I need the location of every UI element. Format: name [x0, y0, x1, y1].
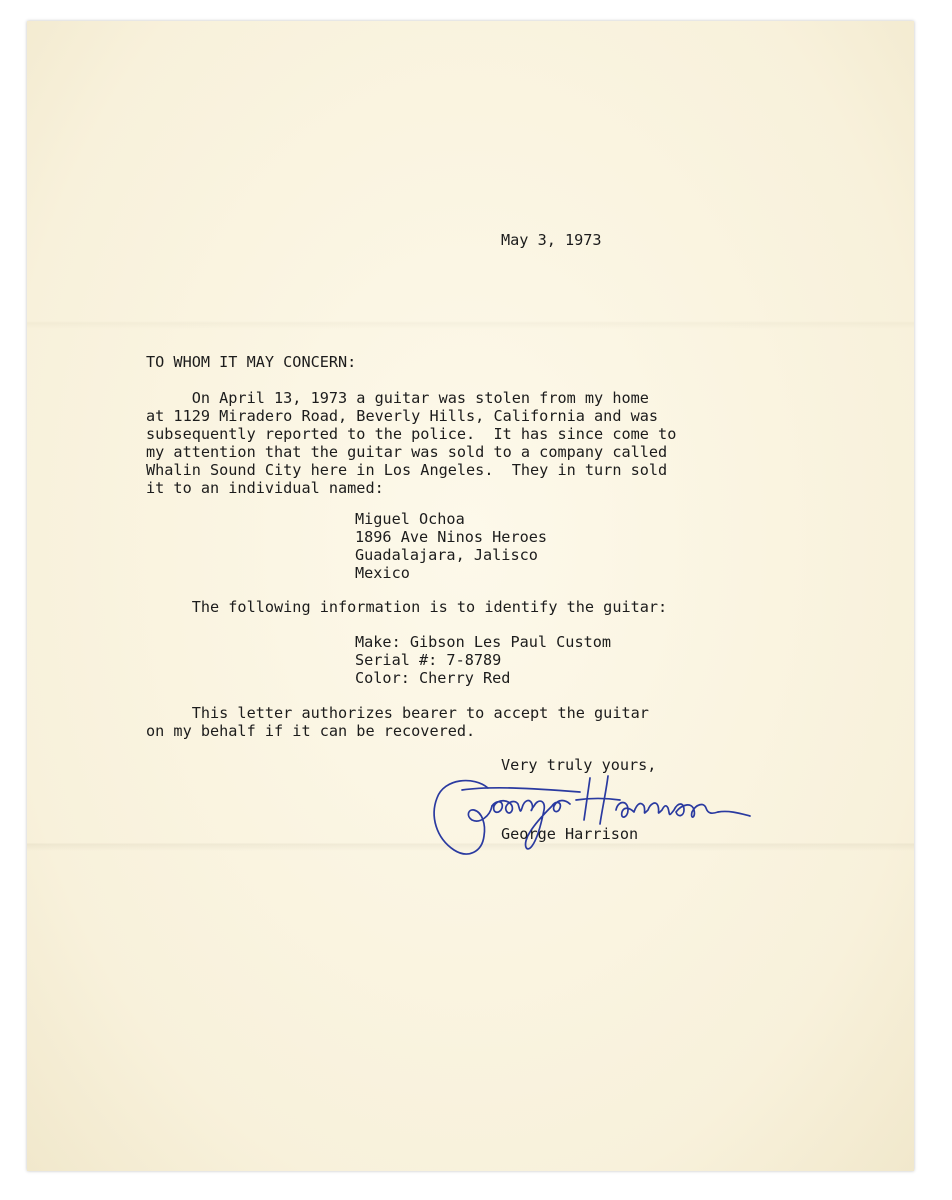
paragraph-line: Whalin Sound City here in Los Angeles. They in turn sold [146, 461, 668, 479]
paragraph-line: my attention that the guitar was sold to a company called [146, 443, 668, 461]
paragraph-line: On April 13, 1973 a guitar was stolen from my home [146, 389, 649, 407]
address-line: Mexico [355, 564, 410, 582]
address-line: Miguel Ochoa [355, 510, 465, 528]
address-line: Guadalajara, Jalisco [355, 546, 538, 564]
address-line: 1896 Ave Ninos Heroes [355, 528, 548, 546]
paragraph-line: at 1129 Miradero Road, Beverly Hills, California and was [146, 407, 659, 425]
salutation: TO WHOM IT MAY CONCERN: [146, 353, 357, 371]
handwritten-signature [430, 770, 760, 862]
guitar-detail-line: Color: Cherry Red [355, 669, 511, 687]
guitar-detail-line: Make: Gibson Les Paul Custom [355, 633, 612, 651]
paragraph-line: on my behalf if it can be recovered. [146, 722, 476, 740]
letter-date: May 3, 1973 [501, 231, 602, 249]
typed-signer-name: George Harrison [501, 825, 639, 843]
letter-paper [27, 21, 914, 1171]
guitar-detail-line: Serial #: 7-8789 [355, 651, 502, 669]
closing: Very truly yours, [501, 756, 657, 774]
paragraph-identification: The following information is to identify the guitar: [146, 598, 668, 616]
paragraph-line: subsequently reported to the police. It has since come to [146, 425, 677, 443]
paragraph-line: This letter authorizes bearer to accept the guitar [146, 704, 649, 722]
paragraph-line: it to an individual named: [146, 479, 384, 497]
